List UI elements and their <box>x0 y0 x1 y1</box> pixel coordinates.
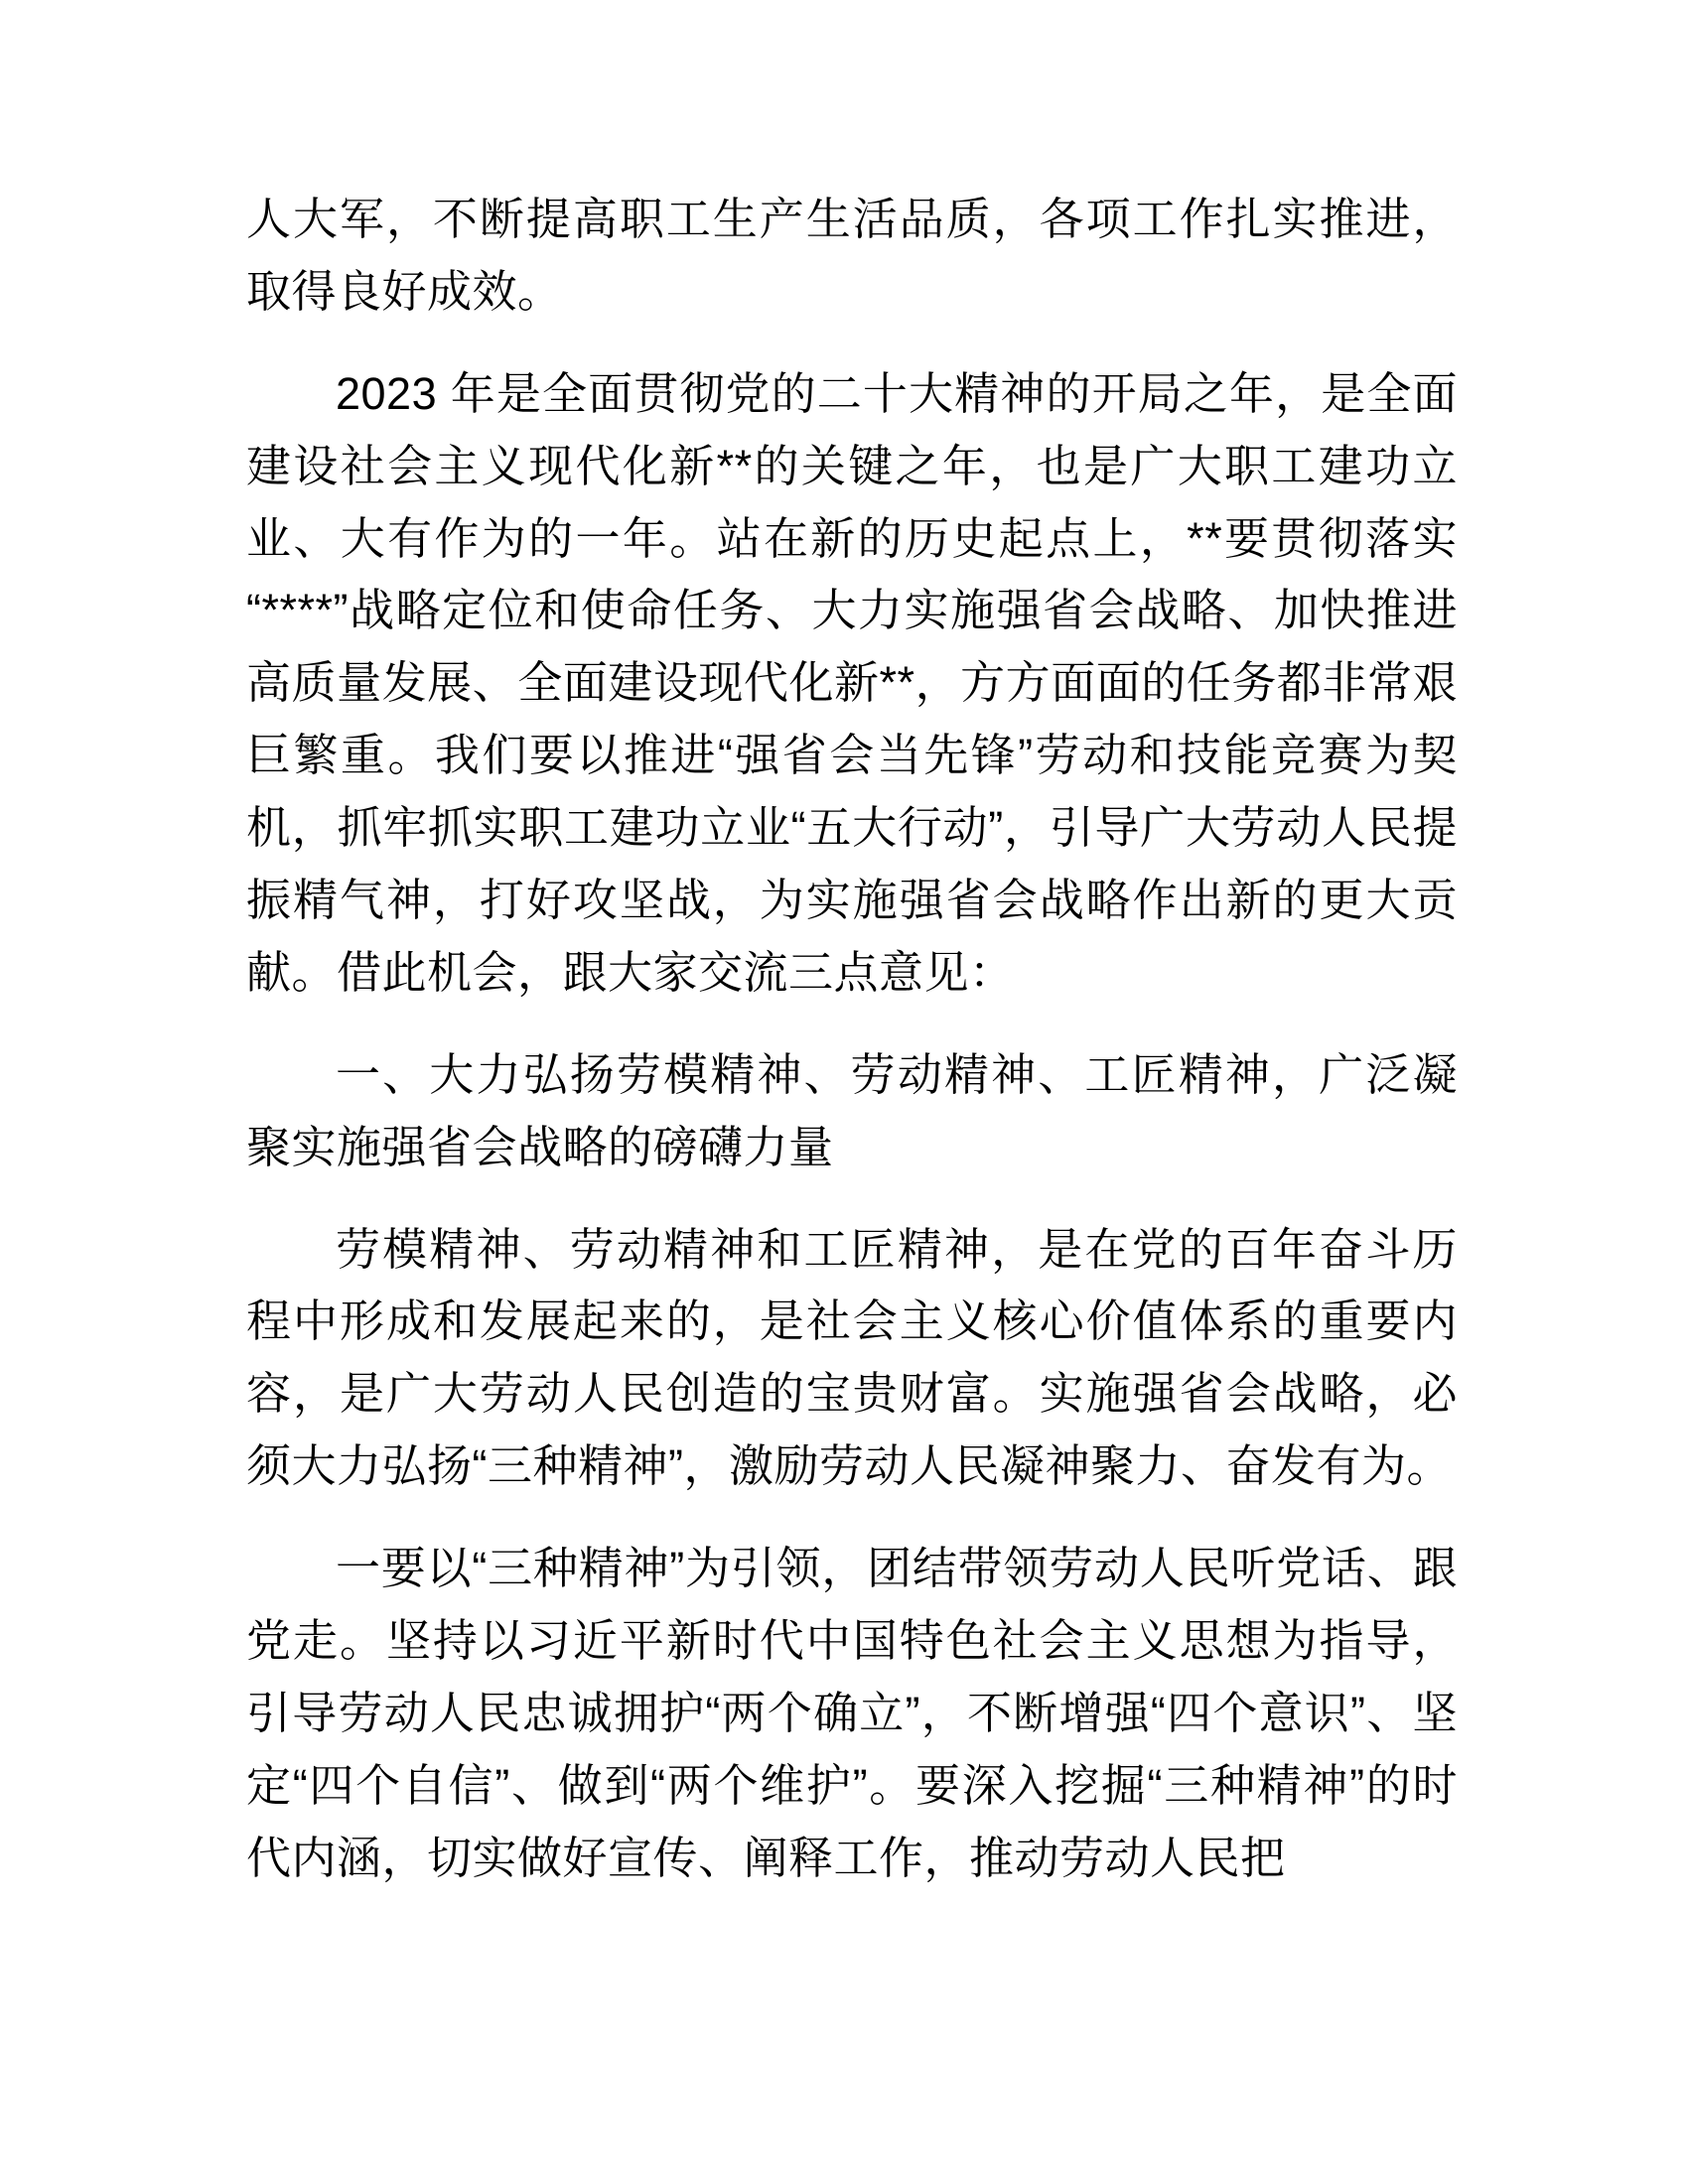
paragraph-continuation: 人大军，不断提高职工生产生活品质，各项工作扎实推进，取得良好成效。 <box>246 194 1458 317</box>
paragraph-2023-background: 2023 年是全面贯彻党的二十大精神的开局之年，是全面建设社会主义现代化新**的关键之年，也是广大职工建功立业、大有作为的一年。站在新的历史起点上，**要贯彻落实“****”战略定位和使命任务、大力实施强省会战略、加快推进高质量发展、全面建设现代化新**，方方面面的任务都非常艰巨繁重。我们要以推进“强省会当先锋”劳动和技能竞赛为契机，抓牢抓实职工建功立业“五大行动”，引导广大劳动人民提振精气神，打好攻坚战，为实施强省会战略作出新的更大贡献。借此机会，跟大家交流三点意见： <box>246 367 1458 998</box>
section-heading-one: 一、大力弘扬劳模精神、劳动精神、工匠精神，广泛凝聚实施强省会战略的磅礴力量 <box>246 1048 1458 1172</box>
paragraph-point-one: 一要以“三种精神”为引领，团结带领劳动人民听党话、跟党走。坚持以习近平新时代中国特色社会主义思想为指导，引导劳动人民忠诚拥护“两个确立”，不断增强“四个意识”、坚定“四个自信”、做到“两个维护”。要深入挖掘“三种精神”的时代内涵，切实做好宣传、阐释工作，推动劳动人民把 <box>246 1543 1458 1883</box>
document-body <box>246 184 1458 1895</box>
paragraph-three-spirits: 劳模精神、劳动精神和工匠精神，是在党的百年奋斗历程中形成和发展起来的，是社会主义核心价值体系的重要内容，是广大劳动人民创造的宝贵财富。实施强省会战略，必须大力弘扬“三种精神”，激励劳动人民凝神聚力、奋发有为。 <box>246 1223 1458 1492</box>
